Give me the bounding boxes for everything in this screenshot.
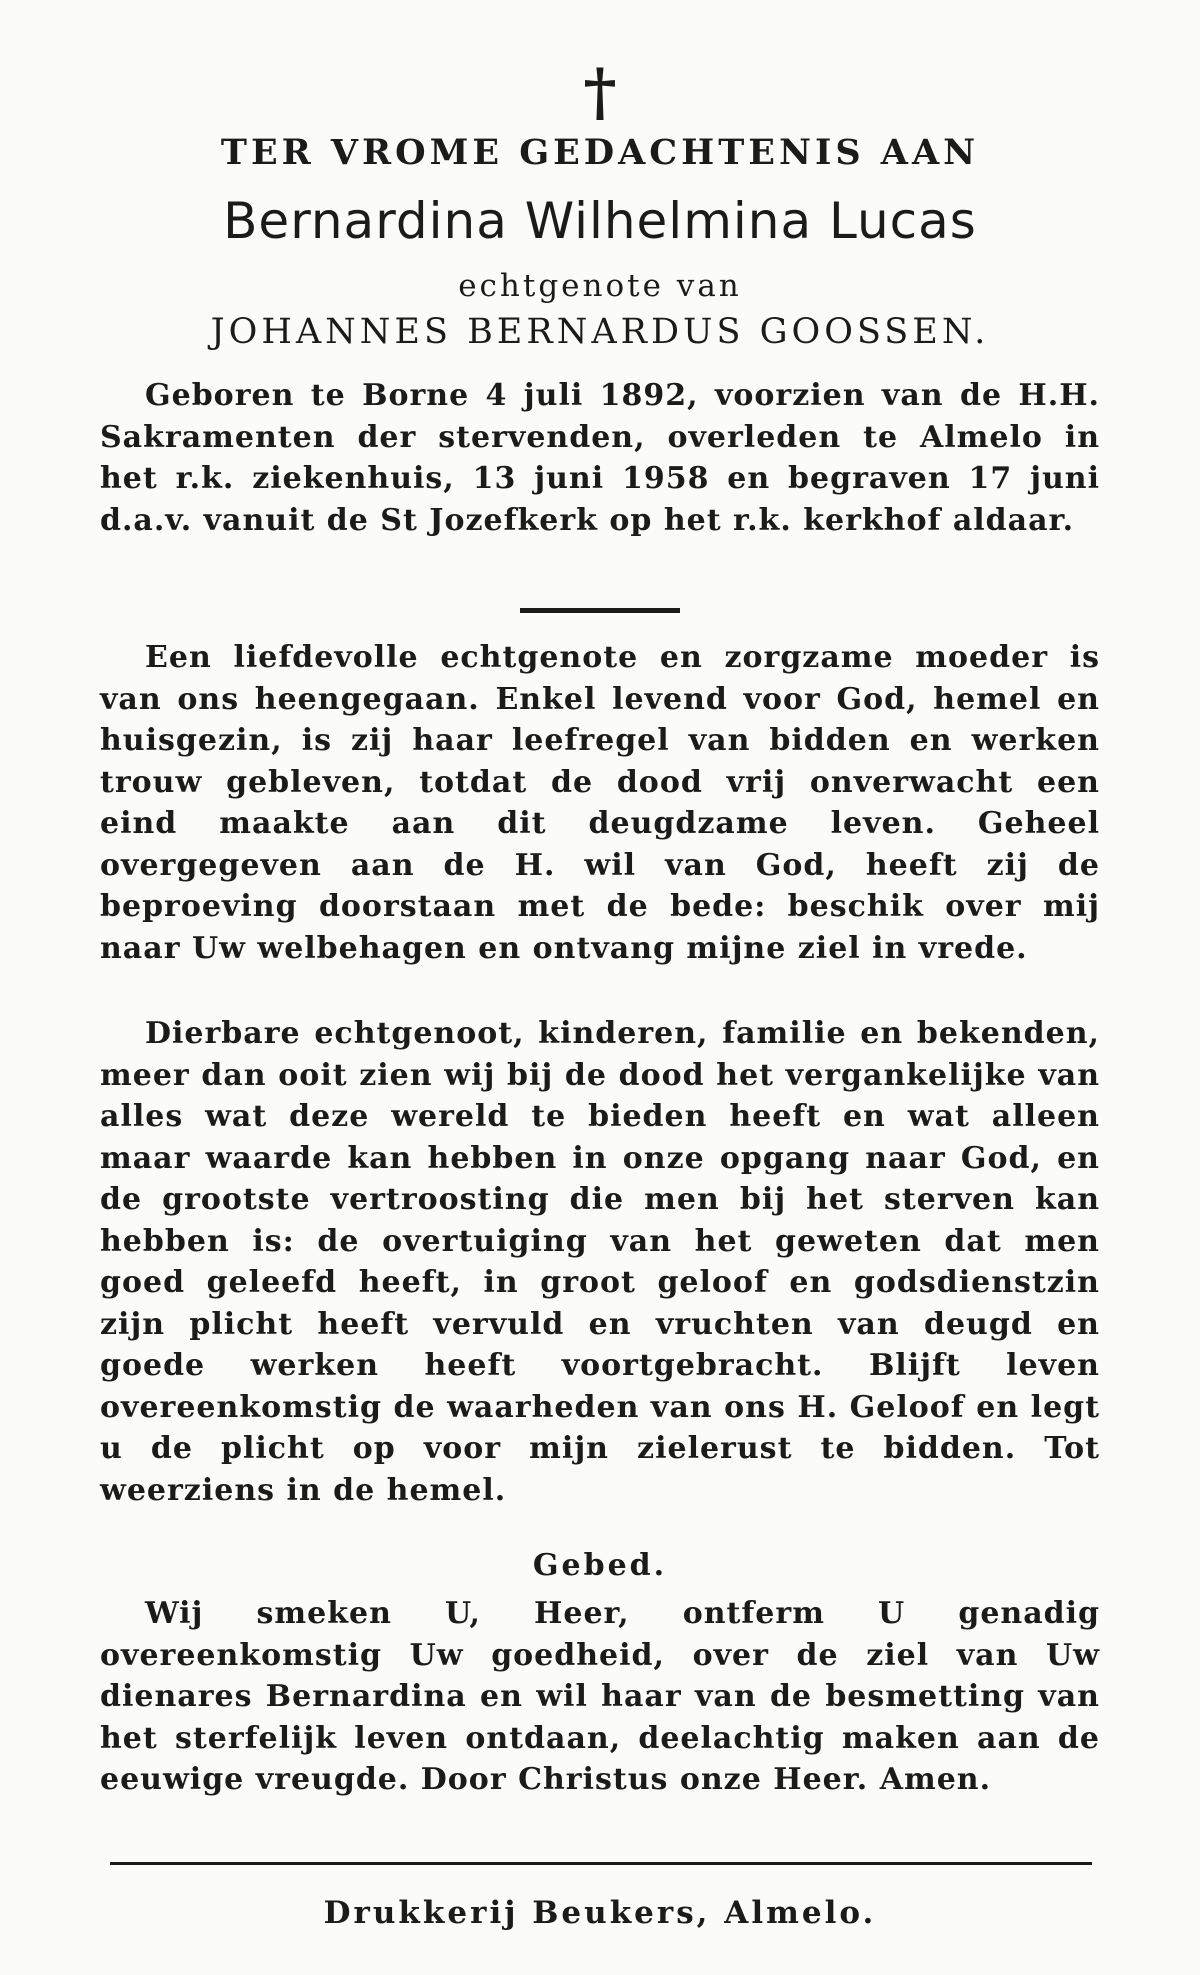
birth-death-paragraph: Geboren te Borne 4 juli 1892, voorzien van de H.H. Sakramenten der stervenden, overleden te Almelo in het r.k. ziekenhuis, 13 juni 1958 en begraven 17 juni d.a.v. vanuit de St Jozefkerk op het r.k. kerkhof aldaar. (100, 378, 1100, 538)
prayer-title: Gebed. (532, 1548, 668, 1583)
printer-credit: Drukkerij Beukers, Almelo. (323, 1895, 877, 1931)
tribute-paragraph: Een liefdevolle echtgenote en zorgzame moeder is van ons heengegaan. Enkel levend voor God, hemel en huisgezin, is zij haar leefregel van bidden en werken trouw gebleven, totdat de dood vrij onverwacht een eind maakte aan dit deugdzame leven. Geheel overgegeven aan de H. wil van God, heeft zij de beproeving doorstaan met de bede: beschik over mij naar Uw welbehagen en ontvang mijne ziel in vrede. (100, 640, 1100, 966)
cross-icon: † (583, 55, 617, 130)
prayer-paragraph: Wij smeken U, Heer, ontferm U genadig overeenkomstig Uw goedheid, over de ziel van Uw dienares Bernardina en wil haar van de besmetting van het sterfelijk leven ontdaan, deelachtig maken aan de eeuwige vreugde. Door Christus onze Heer. Amen. (100, 1596, 1100, 1797)
long-divider (110, 1862, 1092, 1865)
deceased-name: Bernardina Wilhelmina Lucas (223, 192, 977, 250)
address-to-family-paragraph: Dierbare echtgenoot, kinderen, familie en bekenden, meer dan ooit zien wij bij de dood het vergankelijke van alles wat deze wereld te bieden heeft en wat alleen maar waarde kan hebben in onze opgang naar God, en de grootste vertroosting die men bij het sterven kan hebben is: de overtuiging van het geweten dat men goed geleefd heeft, in groot geloof en godsdienstzin zijn plicht heeft vervuld en vruchten van deugd en goede werken heeft voortgebracht. Blijft leven overeenkomstig de waarheden van ons H. Geloof en legt u de plicht op voor mijn zielerust te bidden. Tot weerziens in de hemel. (100, 1016, 1100, 1508)
short-divider (520, 608, 680, 613)
memorial-heading: TER VROME GEDACHTENIS AAN (220, 132, 980, 173)
spouse-name: JOHANNES BERNARDUS GOOSSEN. (210, 312, 990, 352)
spouse-label: echtgenote van (458, 268, 742, 304)
